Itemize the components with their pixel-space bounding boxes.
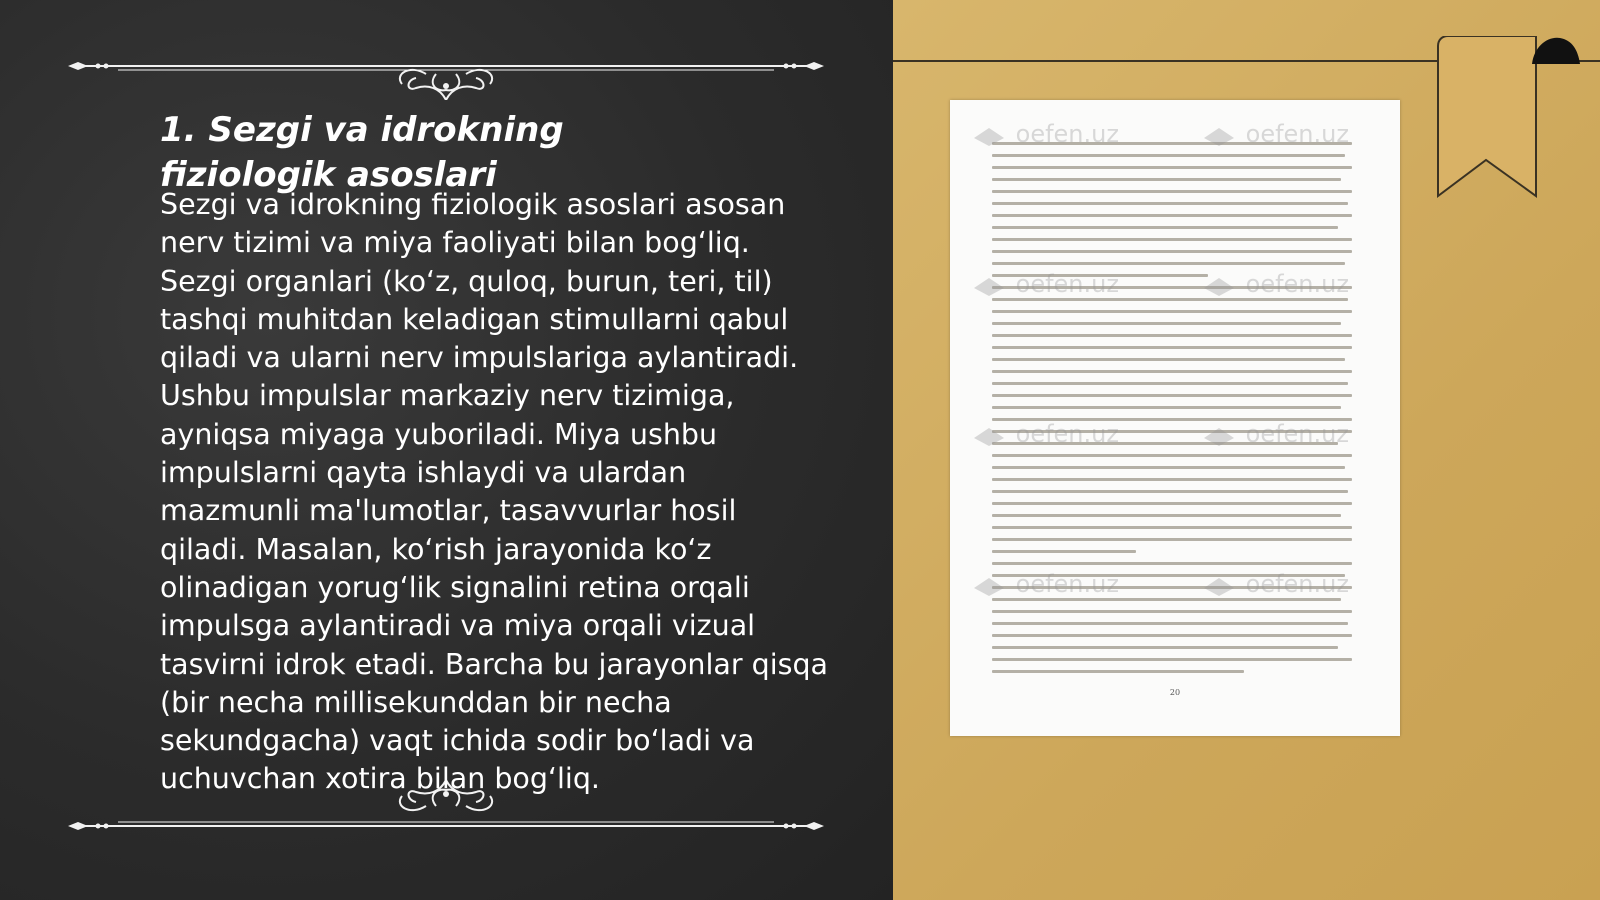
document-text-line	[992, 310, 1352, 313]
top-ornament-icon	[68, 40, 824, 100]
watermark-text: oefen.uz	[1245, 570, 1349, 598]
watermark-text: oefen.uz	[1245, 120, 1349, 148]
watermark	[1200, 120, 1349, 148]
document-text-line	[992, 358, 1345, 361]
document-text-line	[992, 370, 1352, 373]
watermark-text: oefen.uz	[1015, 270, 1119, 298]
document-text-line	[992, 346, 1352, 349]
oefen-logo-icon	[970, 272, 1008, 298]
oefen-logo-icon	[970, 422, 1008, 448]
oefen-logo-icon	[970, 122, 1008, 148]
document-text-line	[992, 646, 1338, 649]
document-text-line	[992, 382, 1348, 385]
watermark	[1200, 270, 1349, 298]
watermark	[970, 570, 1119, 598]
document-text-line	[992, 154, 1345, 157]
document-text-line	[992, 298, 1348, 301]
document-text-line	[992, 478, 1352, 481]
slide-body-text: Sezgi va idrokning fiziologik asoslari asosan nerv tizimi va miya faoliyati bilan bog‘liq. Sezgi organlari (ko‘z, quloq, burun, teri, til) tashqi muhitdan keladigan stimullarni qabul qiladi va ularni nerv impulslariga aylantiradi. Ushbu impulslar markaziy nerv tizimiga, ayniqsa miyaga yuboriladi. Miya ushbu impulslarni qayta ishlaydi va ulardan mazmunli ma'lumotlar, tasavvurlar hosil qiladi. Masalan, ko‘rish jarayonida ko‘z olinadigan yorug‘lik signalini retina orqali impulsga aylantiradi va miya orqali vizual tasvirni idrok etadi. Barcha bu jarayonlar qisqa (bir necha millisekunddan bir necha sekundgacha) vaqt ichida sodir bo‘ladi va uchuvchan xotira bilan bog‘liq.	[160, 188, 829, 796]
watermark	[1200, 570, 1349, 598]
document-page-number: 20	[1169, 688, 1181, 697]
document-text-line	[992, 670, 1244, 673]
document-text-line	[992, 262, 1345, 265]
oefen-logo-icon	[970, 572, 1008, 598]
document-text-line	[992, 190, 1352, 193]
document-text-line	[992, 514, 1341, 517]
watermark-text: oefen.uz	[1015, 420, 1119, 448]
document-text-line	[992, 610, 1352, 613]
document-text-line	[992, 502, 1352, 505]
document-text-line	[992, 250, 1352, 253]
document-text-line	[992, 598, 1341, 601]
document-text-line	[992, 178, 1341, 181]
document-text-line	[992, 238, 1352, 241]
document-text-line	[992, 226, 1338, 229]
document-text-line	[992, 658, 1352, 661]
slide-title: 1. Sezgi va idrokning fiziologik asoslari	[160, 110, 564, 195]
watermark-text: oefen.uz	[1245, 270, 1349, 298]
document-text-line	[992, 562, 1352, 565]
document-text-line	[992, 394, 1352, 397]
document-text-lines	[992, 142, 1352, 682]
document-page-image	[950, 100, 1400, 736]
oefen-logo-icon	[1200, 422, 1238, 448]
oefen-logo-icon	[1200, 122, 1238, 148]
oefen-logo-icon	[1200, 272, 1238, 298]
document-text-line	[992, 526, 1352, 529]
ribbon-fold-icon	[1532, 36, 1580, 64]
document-text-line	[992, 550, 1136, 553]
watermark-text: oefen.uz	[1245, 420, 1349, 448]
document-text-line	[992, 490, 1348, 493]
watermark-text: oefen.uz	[1015, 570, 1119, 598]
watermark	[970, 270, 1119, 298]
document-text-line	[992, 202, 1348, 205]
watermark	[970, 120, 1119, 148]
document-text-line	[992, 166, 1352, 169]
document-text-line	[992, 634, 1352, 637]
document-text-line	[992, 466, 1345, 469]
document-text-line	[992, 334, 1352, 337]
document-text-line	[992, 538, 1352, 541]
document-text-line	[992, 622, 1348, 625]
watermark	[1200, 420, 1349, 448]
document-text-line	[992, 406, 1341, 409]
document-text-line	[992, 322, 1341, 325]
watermark-text: oefen.uz	[1015, 120, 1119, 148]
oefen-logo-icon	[1200, 572, 1238, 598]
watermark	[970, 420, 1119, 448]
document-text-line	[992, 214, 1352, 217]
document-text-line	[992, 454, 1352, 457]
